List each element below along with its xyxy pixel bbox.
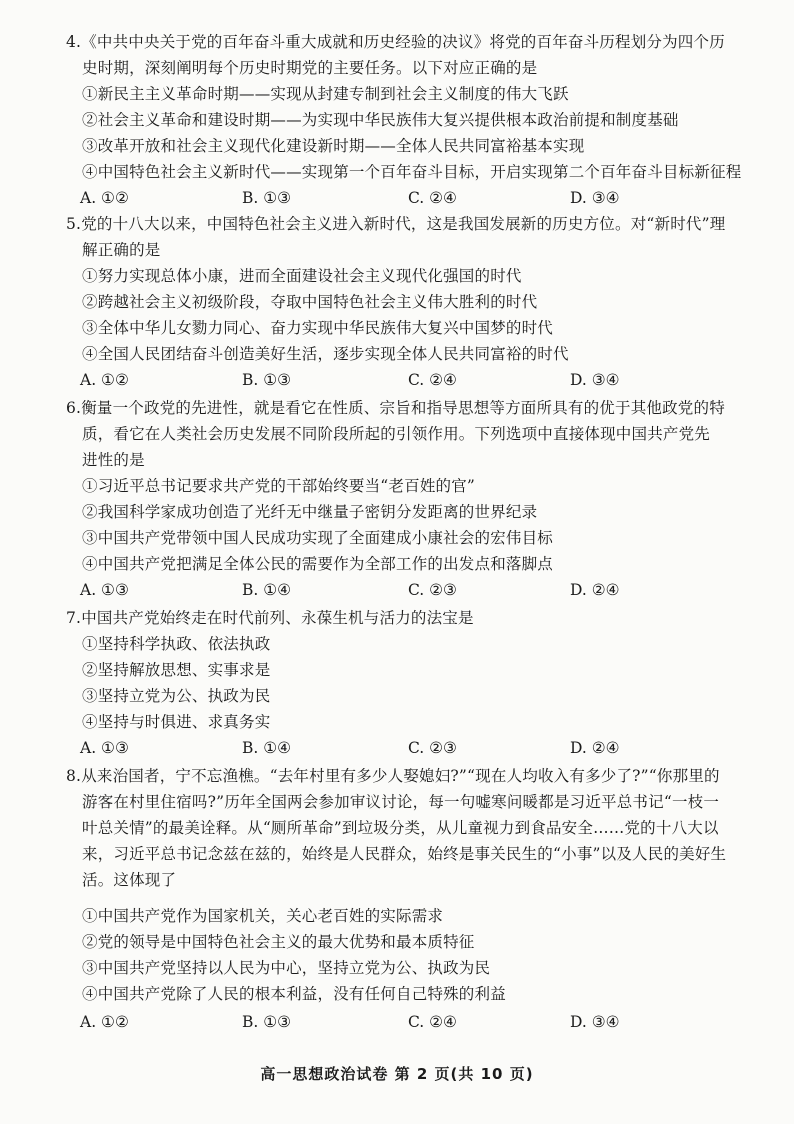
q6-statement-1: ①习近平总书记要求共产党的干部始终要当“老百姓的官” xyxy=(82,477,476,495)
q6-statement-4: ④中国共产党把满足全体公民的需要作为全部工作的出发点和落脚点 xyxy=(82,555,554,573)
q4-statement-3: ③改革开放和社会主义现代化建设新时期——全体人民共同富裕基本实现 xyxy=(82,137,585,155)
q7-option-c: C. ②③ xyxy=(408,739,457,757)
q8-statement-2: ②党的领导是中国特色社会主义的最大优势和最本质特征 xyxy=(82,933,475,951)
q7-stem-line-1: 7.中国共产党始终走在时代前列、永葆生机与活力的法宝是 xyxy=(66,609,474,627)
q6-statement-2: ②我国科学家成功创造了光纤无中继量子密钥分发距离的世界纪录 xyxy=(82,503,538,521)
q5-options xyxy=(80,370,720,390)
q4-statement-2: ②社会主义革命和建设时期——为实现中华民族伟大复兴提供根本政治前提和制度基础 xyxy=(82,111,679,129)
q7-options xyxy=(80,738,720,758)
q8-option-b: B. ①③ xyxy=(242,1013,292,1031)
q4-option-b: B. ①③ xyxy=(242,189,292,207)
q8-option-c: C. ②④ xyxy=(408,1013,457,1031)
q6-stem-line-2: 质，看它在人类社会历史发展不同阶段所起的引领作用。下列选项中直接体现中国共产党先 xyxy=(82,425,711,443)
q6-options xyxy=(80,580,720,600)
q7-option-d: D. ②④ xyxy=(570,739,620,757)
q4-options xyxy=(80,188,720,208)
q8-option-d: D. ③④ xyxy=(570,1013,620,1031)
q7-statement-2: ②坚持解放思想、实事求是 xyxy=(82,661,271,679)
q8-stem-line-1: 8.从来治国者，宁不忘渔樵。“去年村里有多少人娶媳妇?”“现在人均收入有多少了?”“你那里的 xyxy=(66,767,720,785)
q7-statement-4: ④坚持与时俱进、求真务实 xyxy=(82,713,271,731)
q5-statement-1: ①努力实现总体小康，进而全面建设社会主义现代化强国的时代 xyxy=(82,267,522,285)
q8-statement-3: ③中国共产党坚持以人民为中心，坚持立党为公、执政为民 xyxy=(82,959,491,977)
q5-option-b: B. ①③ xyxy=(242,371,292,389)
q4-stem-line-2: 史时期，深刻阐明每个历史时期党的主要任务。以下对应正确的是 xyxy=(82,59,538,77)
q8-option-a: A. ①② xyxy=(80,1013,129,1031)
q7-option-b: B. ①④ xyxy=(242,739,292,757)
q5-statement-3: ③全体中华儿女勠力同心、奋力实现中华民族伟大复兴中国梦的时代 xyxy=(82,319,554,337)
q5-option-a: A. ①② xyxy=(80,371,129,389)
q8-options xyxy=(80,1012,720,1032)
q8-statement-4: ④中国共产党除了人民的根本利益，没有任何自己特殊的利益 xyxy=(82,985,506,1003)
q6-stem-line-1: 6.衡量一个政党的先进性，就是看它在性质、宗旨和指导思想等方面所具有的优于其他政党的特 xyxy=(66,399,725,417)
q4-option-d: D. ③④ xyxy=(570,189,620,207)
q8-statement-1: ①中国共产党作为国家机关，关心老百姓的实际需求 xyxy=(82,907,444,925)
q5-stem-line-2: 解正确的是 xyxy=(82,241,161,259)
q8-stem-line-3: 叶总关情”的最美诠释。从“厕所革命”到垃圾分类，从儿童视力到食品安全……党的十八大以 xyxy=(82,819,719,837)
q5-option-c: C. ②④ xyxy=(408,371,457,389)
q6-option-b: B. ①④ xyxy=(242,581,292,599)
page-footer: 高一思想政治试卷 第 2 页(共 10 页) xyxy=(260,1065,534,1083)
q8-stem-line-4: 来，习近平总书记念兹在兹的，始终是人民群众，始终是事关民生的“小事”以及人民的美好生 xyxy=(82,845,727,863)
q4-statement-4: ④中国特色社会主义新时代——实现第一个百年奋斗目标，开启实现第二个百年奋斗目标新征程 xyxy=(82,163,742,181)
q7-statement-3: ③坚持立党为公、执政为民 xyxy=(82,687,271,705)
q6-stem-line-3: 进性的是 xyxy=(82,451,145,469)
q5-statement-4: ④全国人民团结奋斗创造美好生活，逐步实现全体人民共同富裕的时代 xyxy=(82,345,569,363)
q4-option-c: C. ②④ xyxy=(408,189,457,207)
q8-stem-line-2: 游客在村里住宿吗?”历年全国两会参加审议讨论，每一句嘘寒问暖都是习近平总书记“一枝一 xyxy=(82,793,720,811)
q4-stem-line-1: 4.《中共中央关于党的百年奋斗重大成就和历史经验的决议》将党的百年奋斗历程划分为四个历 xyxy=(66,33,725,51)
q7-statement-1: ①坚持科学执政、依法执政 xyxy=(82,635,271,653)
q4-statement-1: ①新民主主义革命时期——实现从封建专制到社会主义制度的伟大飞跃 xyxy=(82,85,569,103)
q8-stem-line-5: 活。这体现了 xyxy=(82,871,177,889)
q6-statement-3: ③中国共产党带领中国人民成功实现了全面建成小康社会的宏伟目标 xyxy=(82,529,554,547)
q5-statement-2: ②跨越社会主义初级阶段，夺取中国特色社会主义伟大胜利的时代 xyxy=(82,293,538,311)
q7-option-a: A. ①③ xyxy=(80,739,129,757)
q6-option-a: A. ①③ xyxy=(80,581,129,599)
q4-option-a: A. ①② xyxy=(80,189,129,207)
q6-option-c: C. ②③ xyxy=(408,581,457,599)
q5-option-d: D. ③④ xyxy=(570,371,620,389)
q6-option-d: D. ②④ xyxy=(570,581,620,599)
q5-stem-line-1: 5.党的十八大以来，中国特色社会主义进入新时代，这是我国发展新的历史方位。对“新时代”理 xyxy=(66,215,726,233)
